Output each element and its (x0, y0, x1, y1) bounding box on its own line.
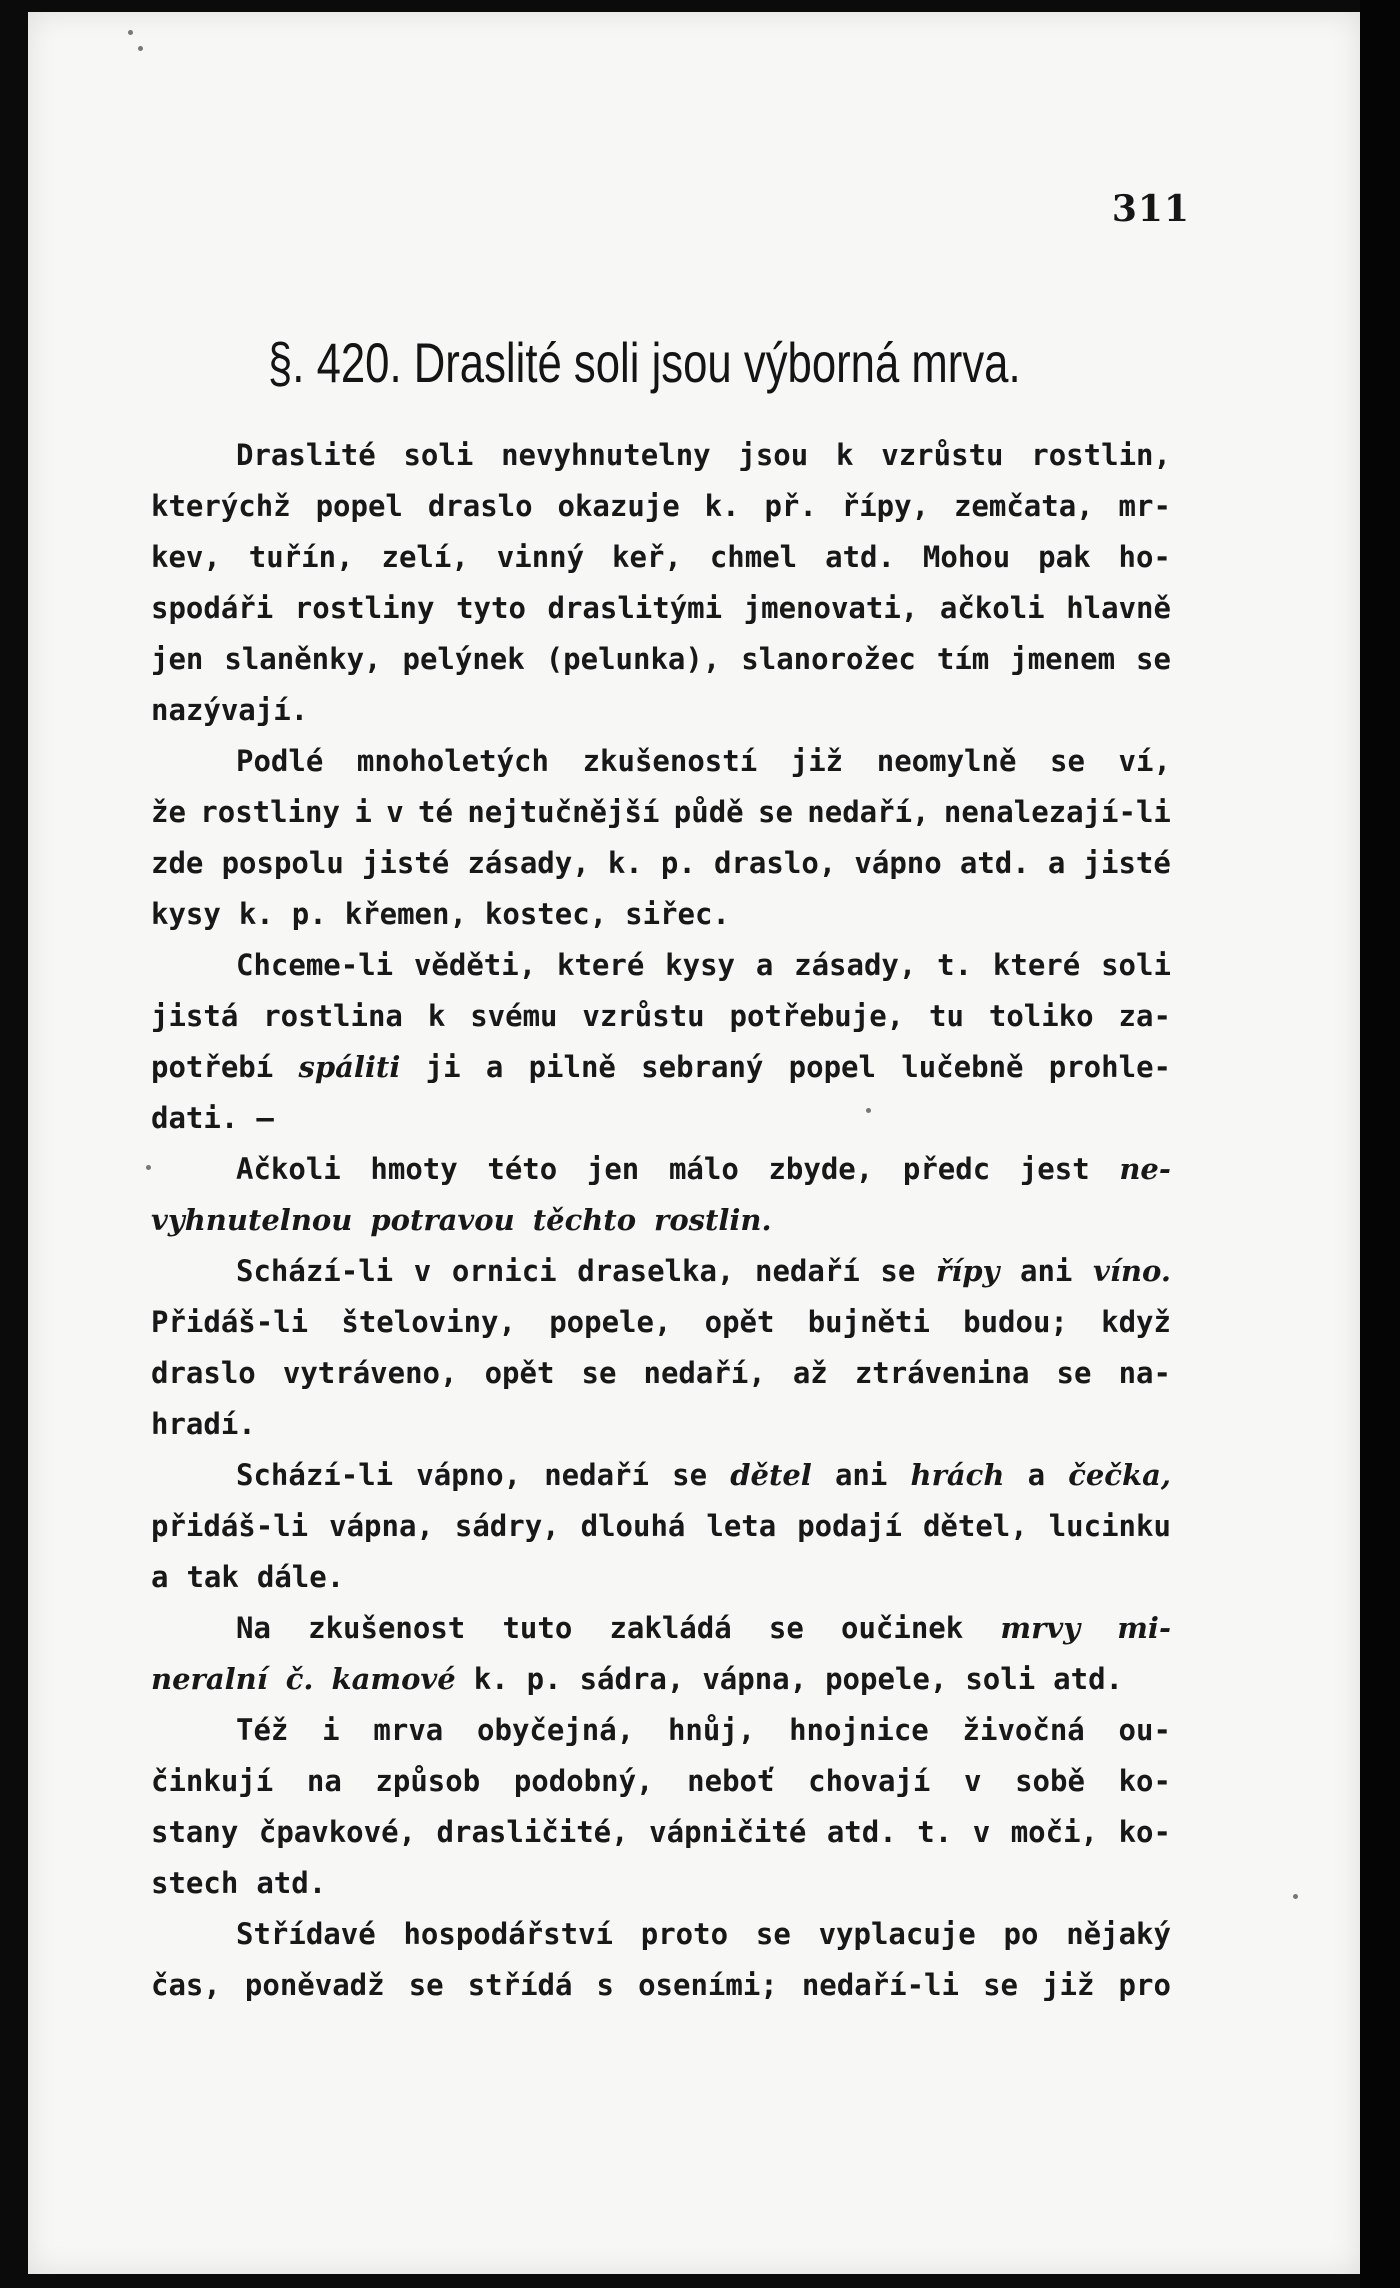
word: a (151, 1560, 169, 1594)
text-line (151, 532, 1171, 583)
word: vzrůstu (582, 999, 705, 1033)
word: které (992, 948, 1081, 982)
word: kterýchž (151, 489, 291, 523)
word: nějaký (1066, 1917, 1171, 1951)
word: zbyde, (768, 1152, 874, 1186)
word: proto (640, 1917, 729, 1951)
word: činkují (151, 1764, 274, 1798)
word: se (581, 1356, 617, 1390)
word: které (557, 948, 645, 982)
word: pro (1118, 1968, 1171, 2002)
text-line (151, 787, 1171, 838)
word: jmenem (1010, 642, 1116, 676)
word: p. (291, 897, 327, 931)
word: se (880, 1254, 916, 1288)
word: popele, (825, 1662, 948, 1696)
word: málo (668, 1152, 739, 1186)
word: sádry, (454, 1509, 560, 1543)
book-page (28, 12, 1360, 2274)
word: bujněti (807, 1305, 930, 1339)
word: hospodářství (403, 1917, 613, 1951)
word: i (322, 1713, 340, 1747)
word: popel (788, 1050, 876, 1084)
word: v (963, 1764, 982, 1798)
text-line (151, 940, 1171, 991)
word: se (983, 1968, 1018, 2002)
word: dlouhá (580, 1509, 686, 1543)
word: — (256, 1101, 274, 1135)
word: nedaří, (643, 1356, 766, 1390)
word: jsou (738, 438, 809, 472)
word: atd. (1053, 1662, 1123, 1696)
word: draselka, (577, 1254, 735, 1288)
word: rostliny (200, 795, 340, 829)
word: a (485, 1050, 504, 1084)
word: s (596, 1968, 614, 2002)
word: p. (660, 846, 696, 880)
word: k. (473, 1662, 509, 1696)
word: soli (403, 438, 474, 472)
word: ko- (1118, 1764, 1171, 1798)
word: k (836, 438, 854, 472)
word: zkušeností (582, 744, 758, 778)
word: nejtučnější (467, 795, 660, 829)
word: keř, (612, 540, 682, 574)
word: draslitými (547, 591, 723, 625)
word: neomylně (876, 744, 1017, 778)
word: kostec, (484, 897, 608, 931)
word: neboť (687, 1764, 775, 1798)
word: budou; (963, 1305, 1068, 1339)
word: kysy (151, 897, 221, 931)
word: tu (929, 999, 964, 1033)
word: nedaří, (807, 795, 930, 829)
word: vápna, (702, 1662, 808, 1696)
word: rostliny (294, 591, 435, 625)
word: okazuje (557, 489, 680, 523)
word: chmel (709, 540, 798, 574)
word: slanorožec (741, 642, 916, 676)
word: draslo (151, 1356, 256, 1390)
word: čečka, (1068, 1458, 1171, 1492)
word: věděti, (413, 948, 537, 982)
text-line (151, 838, 1171, 889)
word: podají (797, 1509, 902, 1543)
word: již (790, 744, 844, 778)
word: ho- (1118, 540, 1171, 574)
word: potravou (370, 1203, 515, 1237)
word: rostlin, (1031, 438, 1171, 472)
word: se (1056, 1356, 1092, 1390)
word: když (1101, 1305, 1171, 1339)
word: k. (607, 846, 643, 880)
word: nedaří-li (801, 1968, 959, 2002)
text-line (151, 1246, 1171, 1297)
word: sádra, (579, 1662, 685, 1696)
word: se (1136, 642, 1171, 676)
word: vzrůstu (881, 438, 1004, 472)
word: ji (425, 1050, 461, 1084)
word: se (768, 1611, 804, 1645)
word: zásady, (467, 846, 590, 880)
word: Draslité (236, 438, 376, 472)
word: ani (1020, 1254, 1073, 1288)
word: se (758, 795, 793, 829)
word: siřec. (625, 897, 730, 931)
word: ou- (1118, 1713, 1171, 1747)
word: až (792, 1356, 828, 1390)
word: oučinek (840, 1611, 964, 1645)
word: na- (1118, 1356, 1171, 1390)
text-line (151, 1858, 1171, 1909)
word: šteloviny, (341, 1305, 516, 1339)
word: mrva (373, 1713, 444, 1747)
word: zelí, (381, 540, 469, 574)
word: tím (936, 642, 990, 676)
word: nedaří (755, 1254, 860, 1288)
word: tyto (456, 591, 526, 625)
word: soli (1101, 948, 1171, 982)
word: a (1027, 1458, 1046, 1492)
word: hnůj, (667, 1713, 756, 1747)
word: a (1047, 846, 1066, 880)
word: moči, (1010, 1815, 1099, 1849)
word: nedaří (544, 1458, 649, 1492)
word: dále. (256, 1560, 345, 1594)
word: mrvy (1000, 1611, 1081, 1645)
text-line (151, 889, 1171, 940)
word: atd. (826, 1815, 897, 1849)
word: v (386, 795, 404, 829)
word: nazývají. (151, 693, 309, 727)
word: se (1050, 744, 1085, 778)
word: nevyhnutelny (501, 438, 711, 472)
word: Střídavé (236, 1917, 376, 1951)
text-line (151, 1909, 1171, 1960)
word: a (755, 948, 774, 982)
word: na (306, 1764, 342, 1798)
word: leta (706, 1509, 777, 1543)
word: čas, (151, 1968, 221, 2002)
text-line (151, 1501, 1171, 1552)
word: Schází-li (236, 1254, 394, 1288)
word: ví, (1118, 744, 1171, 778)
word: pospolu (221, 846, 344, 880)
word: jisté (361, 846, 450, 880)
word: kysy (665, 948, 735, 982)
word: potřebuje, (729, 999, 905, 1033)
word: v (413, 1254, 432, 1288)
word: řípy, (841, 489, 930, 523)
word: vytráveno, (282, 1356, 458, 1390)
text-line (151, 1603, 1171, 1654)
text-line (151, 1297, 1171, 1348)
text-line (151, 1042, 1171, 1093)
word: stany (151, 1815, 239, 1849)
word: jisté (1083, 846, 1171, 880)
word: pak (1038, 540, 1091, 574)
word: vápno (854, 846, 942, 880)
word: k (427, 999, 446, 1033)
word: rostlina (263, 999, 403, 1033)
word: té (418, 795, 453, 829)
word: přidáš-li (151, 1509, 309, 1543)
word: mnoholetých (356, 744, 549, 778)
word: hmoty (370, 1152, 458, 1186)
text-line (151, 1144, 1171, 1195)
word: po (1003, 1917, 1039, 1951)
word: vápničité (649, 1815, 807, 1849)
word: ornici (451, 1254, 557, 1288)
word: opět (704, 1305, 775, 1339)
word: ko- (1118, 1815, 1171, 1849)
word: hradí. (151, 1407, 256, 1441)
text-line (151, 1093, 1171, 1144)
word: k. (238, 897, 274, 931)
word: atd. (959, 846, 1030, 880)
word: atd. (256, 1866, 327, 1900)
word: zakládá (609, 1611, 732, 1645)
word: za- (1118, 999, 1171, 1033)
word: Podlé (236, 744, 324, 778)
word: Přidáš-li (151, 1305, 309, 1339)
word: se (755, 1917, 791, 1951)
word: tuto (502, 1611, 573, 1645)
word: vyplacuje (818, 1917, 976, 1951)
text-line (151, 1807, 1171, 1858)
word: mi- (1117, 1611, 1171, 1645)
word: dětel, (922, 1509, 1028, 1543)
word: i (354, 795, 372, 829)
word: jen (151, 642, 204, 676)
word: víno. (1093, 1254, 1171, 1288)
word: dati. (151, 1101, 239, 1135)
word: soli (965, 1662, 1036, 1696)
word: t. (917, 1815, 953, 1849)
word: (pelunka), (545, 642, 721, 676)
word: pelýnek (402, 642, 525, 676)
word: tuřín, (248, 540, 354, 574)
word: vápno, (416, 1458, 522, 1492)
word: sebraný (641, 1050, 764, 1084)
text-line (151, 736, 1171, 787)
word: sobě (1015, 1764, 1085, 1798)
word: půdě (673, 795, 744, 829)
word: p. (526, 1662, 562, 1696)
word: stech (151, 1866, 239, 1900)
word: svému (470, 999, 558, 1033)
word: potřebí (151, 1050, 274, 1084)
paper-speck (128, 30, 133, 35)
word: chovají (808, 1764, 931, 1798)
word: hlavně (1066, 591, 1171, 625)
text-line (151, 1960, 1171, 2011)
word: rostlin. (654, 1203, 772, 1237)
text-line (151, 685, 1171, 736)
word: se (408, 1968, 444, 2002)
word: hrách (910, 1458, 1005, 1492)
word: mr- (1118, 489, 1171, 523)
word: čpavkové, (258, 1815, 416, 1849)
word: lučebně (901, 1050, 1024, 1084)
word: již (1042, 1968, 1095, 2002)
word: živočná (962, 1713, 1085, 1747)
word: předc (902, 1152, 991, 1186)
word: ztrávenina (854, 1356, 1030, 1390)
word: Ačkoli (236, 1152, 341, 1186)
word: př. (764, 489, 817, 523)
text-line (151, 991, 1171, 1042)
word: ani (834, 1458, 888, 1492)
word: spáliti (298, 1050, 401, 1084)
word: křemen, (344, 897, 467, 931)
word: neralní (151, 1662, 268, 1696)
word: Chceme-li (236, 948, 394, 982)
word: jen (586, 1152, 640, 1186)
word: ačkoli (939, 591, 1045, 625)
word: Též (236, 1713, 289, 1747)
word: k. (704, 489, 740, 523)
word: hnojnice (789, 1713, 929, 1747)
section-heading: §. 420. Draslité soli jsou výborná mrva. (268, 331, 1021, 394)
word: se (672, 1458, 708, 1492)
word: zde (151, 846, 204, 880)
word: vinný (496, 540, 585, 574)
word: řípy (935, 1254, 1000, 1288)
word: této (487, 1152, 558, 1186)
word: jistá (151, 999, 239, 1033)
text-line (151, 1756, 1171, 1807)
word: oseními; (638, 1968, 778, 2002)
word: ne- (1119, 1152, 1171, 1186)
word: draslo (427, 489, 533, 523)
word: t. (937, 948, 973, 982)
word: že (151, 795, 186, 829)
word: kev, (151, 540, 221, 574)
word: Schází-li (236, 1458, 394, 1492)
word: popele, (549, 1305, 672, 1339)
page-number: 311 (1111, 188, 1190, 230)
text-line (151, 1399, 1171, 1450)
word: opět (484, 1356, 555, 1390)
word: vyhnutelnou (151, 1203, 353, 1237)
word: vápna, (329, 1509, 434, 1543)
word: jest (1019, 1152, 1090, 1186)
body-text (151, 430, 1171, 2011)
text-line (151, 583, 1171, 634)
word: poněvadž (244, 1968, 385, 2002)
word: zemčata, (953, 489, 1094, 523)
text-line (151, 1195, 1171, 1246)
word: toliko (988, 999, 1094, 1033)
word: jmenovati, (743, 591, 919, 625)
word: lucinku (1048, 1509, 1171, 1543)
word: obyčejná, (477, 1713, 635, 1747)
word: zkušenost (308, 1611, 466, 1645)
word: střídá (467, 1968, 573, 2002)
text-line (151, 430, 1171, 481)
paper-speck (1293, 1894, 1298, 1899)
word: pilně (528, 1050, 616, 1084)
text-line (151, 1348, 1171, 1399)
text-line (151, 481, 1171, 532)
word: popel (315, 489, 403, 523)
text-line (151, 1705, 1171, 1756)
word: č. (285, 1662, 314, 1696)
text-line (151, 634, 1171, 685)
paper-speck (138, 46, 143, 51)
word: prohle- (1048, 1050, 1171, 1084)
word: atd. (825, 540, 895, 574)
text-line (151, 1450, 1171, 1501)
word: spodáři (151, 591, 274, 625)
word: drasličité, (436, 1815, 629, 1849)
word: Na (236, 1611, 271, 1645)
word: Mohou (922, 540, 1011, 574)
word: draslo, (714, 846, 837, 880)
word: způsob (375, 1764, 481, 1798)
word: dětel (730, 1458, 812, 1492)
word: kamové (331, 1662, 456, 1696)
word: v (972, 1815, 991, 1849)
word: tak (186, 1560, 239, 1594)
word: slaněnky, (224, 642, 382, 676)
word: nenalezají-li (943, 795, 1171, 829)
word: těchto (532, 1203, 637, 1237)
word: zásady, (794, 948, 917, 982)
text-line (151, 1654, 1171, 1705)
word: podobný, (513, 1764, 654, 1798)
text-line (151, 1552, 1171, 1603)
scan-edge (1360, 0, 1400, 2288)
